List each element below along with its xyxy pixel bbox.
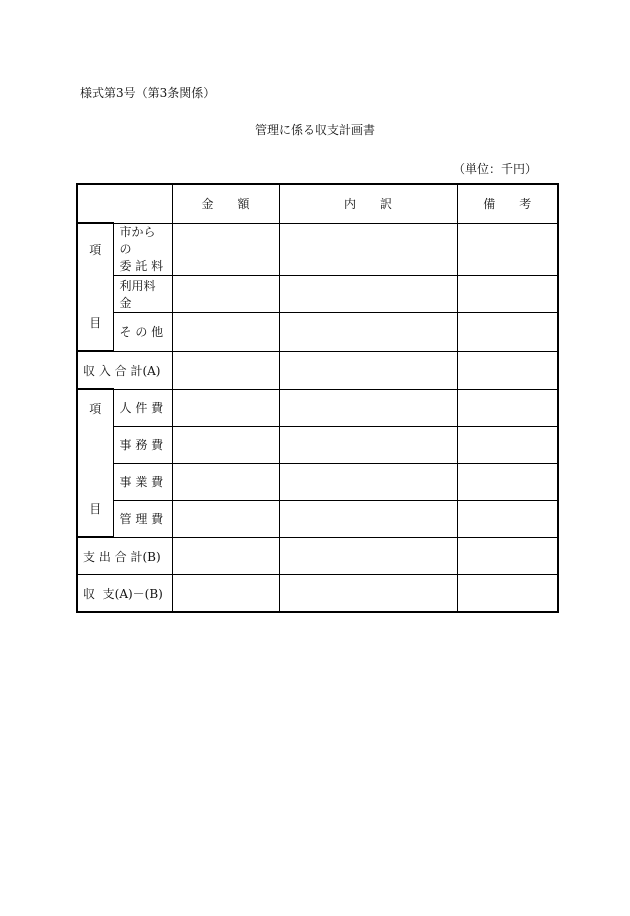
income-total-label: 収 入 合 計(A) [77,351,172,389]
budget-table [76,183,559,613]
remarks-cell[interactable] [457,537,558,575]
amount-cell[interactable] [172,463,279,500]
income-item-label: 利用料金 [113,275,172,312]
table-row [77,426,558,463]
amount-cell[interactable] [172,389,279,426]
income-koumoku-blank [77,275,113,312]
breakdown-cell[interactable] [279,426,457,463]
header-blank-cell [77,184,172,223]
income-item-label: そ の 他 [113,312,172,351]
table-row [77,223,558,275]
expense-koumoku-blank [77,426,113,463]
income-total-row [77,351,558,389]
income-koumoku-top: 項 [77,223,113,275]
balance-label-left: 収 [83,586,96,601]
balance-label [77,575,172,613]
header-row [77,184,558,223]
table-row [77,312,558,351]
breakdown-cell[interactable] [279,500,457,537]
remarks-cell[interactable] [457,463,558,500]
header-remarks: 備 考 [457,184,558,223]
breakdown-cell[interactable] [279,223,457,275]
header-breakdown: 内 訳 [279,184,457,223]
breakdown-cell[interactable] [279,389,457,426]
remarks-cell[interactable] [457,575,558,613]
amount-cell[interactable] [172,500,279,537]
breakdown-cell[interactable] [279,575,457,613]
amount-cell[interactable] [172,351,279,389]
document-title: 管理に係る収支計画書 [254,123,375,137]
balance-row [77,575,558,613]
breakdown-cell[interactable] [279,312,457,351]
amount-cell[interactable] [172,275,279,312]
expense-item-label: 事 務 費 [113,426,172,463]
amount-cell[interactable] [172,312,279,351]
expense-total-row [77,537,558,575]
form-number: 様式第3号（第3条関係） [80,86,216,100]
income-item-line1: 市からの [119,224,156,256]
table-row [77,500,558,537]
remarks-cell[interactable] [457,426,558,463]
remarks-cell[interactable] [457,223,558,275]
table-row [77,463,558,500]
unit-note: （単位：千円） [452,162,537,176]
expense-item-label: 人 件 費 [113,389,172,426]
income-koumoku-bottom: 目 [77,312,113,351]
expense-item-label: 事 業 費 [113,463,172,500]
amount-cell[interactable] [172,426,279,463]
breakdown-cell[interactable] [279,463,457,500]
expense-total-label: 支 出 合 計(B) [77,537,172,575]
expense-koumoku-bottom: 目 [77,500,113,537]
header-amount: 金 額 [172,184,279,223]
remarks-cell[interactable] [457,275,558,312]
amount-cell[interactable] [172,223,279,275]
breakdown-cell[interactable] [279,537,457,575]
income-item-label [113,223,172,275]
table-row [77,275,558,312]
table-row [77,389,558,426]
expense-koumoku-top: 項 [77,389,113,426]
expense-koumoku-blank [77,463,113,500]
income-item-line2: 委 託 料 [119,258,164,273]
remarks-cell[interactable] [457,312,558,351]
remarks-cell[interactable] [457,389,558,426]
breakdown-cell[interactable] [279,275,457,312]
amount-cell[interactable] [172,537,279,575]
balance-label-right: 支(A)－(B) [102,586,163,601]
amount-cell[interactable] [172,575,279,613]
remarks-cell[interactable] [457,351,558,389]
expense-item-label: 管 理 費 [113,500,172,537]
breakdown-cell[interactable] [279,351,457,389]
remarks-cell[interactable] [457,500,558,537]
